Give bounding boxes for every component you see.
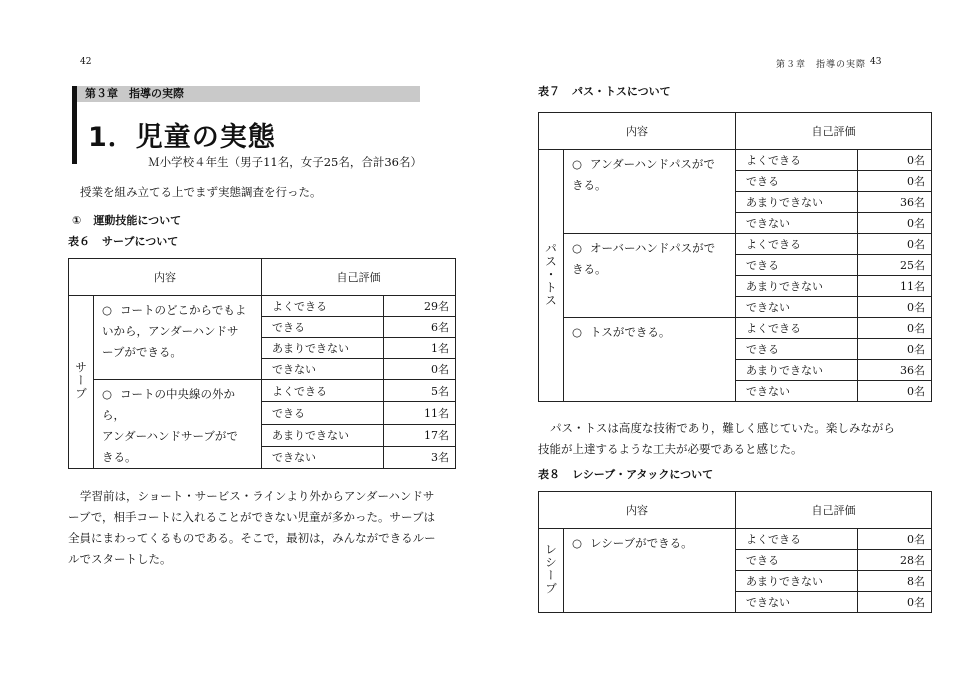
header-content-cell: 内容 <box>539 492 736 529</box>
page-number-right: 43 <box>870 57 882 67</box>
section-title: 1．児童の実態 <box>88 122 276 153</box>
intro-text: 授業を組み立てる上でまず実態調査を行った。 <box>80 185 322 199</box>
category-label: レシーブ <box>543 543 558 595</box>
category-cell <box>539 529 564 613</box>
rating-count: 0名 <box>858 529 932 550</box>
left-paragraph-line: 全員にまわってくるものである。そこで，最初は，みんなができるルー <box>68 531 436 545</box>
rating-label: できる <box>736 255 858 276</box>
rating-label: できる <box>262 317 384 338</box>
rating-label: あまりできない <box>262 338 384 359</box>
rating-count: 36名 <box>858 360 932 381</box>
running-head: 第３章 指導の実際 <box>776 60 867 70</box>
table-header-row <box>69 259 456 296</box>
circle-mark: ○ <box>102 387 113 401</box>
rating-count: 8名 <box>858 571 932 592</box>
rating-count: 5名 <box>384 380 456 402</box>
header-content-cell: 内容 <box>539 113 736 150</box>
rating-count: 6名 <box>384 317 456 338</box>
rating-count: 0名 <box>384 359 456 380</box>
item-cell <box>94 380 262 469</box>
table6-caption-number: 表６ <box>68 235 90 248</box>
rating-label: できない <box>736 381 858 402</box>
rating-label: あまりできない <box>736 360 858 381</box>
rating-label: あまりできない <box>262 424 384 446</box>
table8-caption-number: 表８ <box>538 468 560 481</box>
chapter-bar: 第３章 指導の実際 <box>72 86 420 102</box>
item-text: コートの中央線の外から， アンダーハンドサーブがで きる。 <box>102 387 238 464</box>
left-paragraph-line: ルでスタートした。 <box>68 552 172 566</box>
left-paragraph <box>68 486 436 570</box>
category-cell <box>539 150 564 402</box>
rating-label: あまりできない <box>736 571 858 592</box>
item-cell <box>564 234 736 318</box>
right-paragraph <box>538 418 895 460</box>
rating-count: 0名 <box>858 318 932 339</box>
rating-count: 29名 <box>384 296 456 317</box>
subheading <box>72 212 181 228</box>
table-row <box>539 234 932 255</box>
rating-label: できる <box>736 550 858 571</box>
item-text: トスができる。 <box>590 325 671 339</box>
rating-count: 11名 <box>384 402 456 424</box>
rating-count: 0名 <box>858 592 932 613</box>
item-text: コートのどこからでもよ いから，アンダーハンドサ ーブができる。 <box>102 303 247 359</box>
rating-count: 25名 <box>858 255 932 276</box>
item-text: レシーブができる。 <box>590 536 693 550</box>
table-row <box>69 296 456 317</box>
table-row <box>539 318 932 339</box>
rating-label: できない <box>262 446 384 468</box>
header-eval-cell: 自己評価 <box>262 259 456 296</box>
rating-count: 11名 <box>858 276 932 297</box>
table6-caption-text: サーブについて <box>102 235 179 248</box>
table7-caption-text: パス・トスについて <box>572 85 671 98</box>
item-cell <box>564 529 736 613</box>
rating-count: 36名 <box>858 192 932 213</box>
header-eval-cell: 自己評価 <box>736 113 932 150</box>
rating-label: できない <box>736 213 858 234</box>
header-content-cell: 内容 <box>69 259 262 296</box>
rating-label: できない <box>736 297 858 318</box>
rating-count: 17名 <box>384 424 456 446</box>
category-label: サーブ <box>73 361 88 400</box>
category-label: パス・トス <box>543 241 558 307</box>
item-cell <box>564 318 736 402</box>
rating-count: 0名 <box>858 171 932 192</box>
rating-label: よくできる <box>262 380 384 402</box>
table6-caption <box>68 233 178 249</box>
table7-caption <box>538 83 671 99</box>
subheading-text: 運動技能について <box>93 214 182 227</box>
table-header-row <box>539 113 932 150</box>
circle-mark: ○ <box>572 157 583 171</box>
circle-mark: ○ <box>572 241 583 255</box>
item-text: オーバーハンドパスがで きる。 <box>572 241 716 276</box>
table8-caption <box>538 466 713 482</box>
rating-label: できる <box>736 339 858 360</box>
rating-count: 1名 <box>384 338 456 359</box>
rating-count: 3名 <box>384 446 456 468</box>
rating-count: 28名 <box>858 550 932 571</box>
rating-count: 0名 <box>858 297 932 318</box>
rating-label: できない <box>736 592 858 613</box>
table8-table <box>538 491 932 613</box>
rating-label: よくできる <box>736 234 858 255</box>
table-row <box>539 529 932 550</box>
section-subtitle: Ｍ小学校４年生（男子11名，女子25名，合計36名） <box>148 155 422 169</box>
left-paragraph-line: ーブで，相手コートに入れることができない児童が多かった。サーブは <box>68 510 435 524</box>
rating-label: よくできる <box>736 318 858 339</box>
table8-caption-text: レシーブ・アタックについて <box>572 468 714 481</box>
rating-label: あまりできない <box>736 192 858 213</box>
circle-mark: ○ <box>572 536 583 550</box>
table-header-row <box>539 492 932 529</box>
table-row <box>69 380 456 402</box>
rating-label: できない <box>262 359 384 380</box>
rating-label: よくできる <box>262 296 384 317</box>
table6-table <box>68 258 456 469</box>
rating-label: よくできる <box>736 529 858 550</box>
category-cell <box>69 296 94 469</box>
rating-label: できる <box>262 402 384 424</box>
rating-label: あまりできない <box>736 276 858 297</box>
circle-mark: ○ <box>102 303 113 317</box>
item-cell <box>564 150 736 234</box>
circle-mark: ○ <box>572 325 583 339</box>
left-paragraph-line: 学習前は，ショート・サービス・ラインより外からアンダーハンドサ <box>80 489 435 503</box>
rating-count: 0名 <box>858 339 932 360</box>
rating-label: できる <box>736 171 858 192</box>
right-paragraph-line: パス・トスは高度な技術であり，難しく感じていた。楽しみながら <box>550 421 895 435</box>
rating-count: 0名 <box>858 234 932 255</box>
table7-table <box>538 112 932 402</box>
item-cell <box>94 296 262 380</box>
rating-count: 0名 <box>858 213 932 234</box>
subheading-number: ① <box>72 214 82 227</box>
table7-caption-number: 表７ <box>538 85 560 98</box>
rating-count: 0名 <box>858 150 932 171</box>
header-eval-cell: 自己評価 <box>736 492 932 529</box>
rating-label: よくできる <box>736 150 858 171</box>
page-number-left: 42 <box>80 57 92 67</box>
title-side-bar <box>72 102 77 164</box>
item-text: アンダーハンドパスがで きる。 <box>572 157 715 192</box>
right-paragraph-line: 技能が上達するような工夫が必要であると感じた。 <box>538 442 803 456</box>
rating-count: 0名 <box>858 381 932 402</box>
table-row <box>539 150 932 171</box>
